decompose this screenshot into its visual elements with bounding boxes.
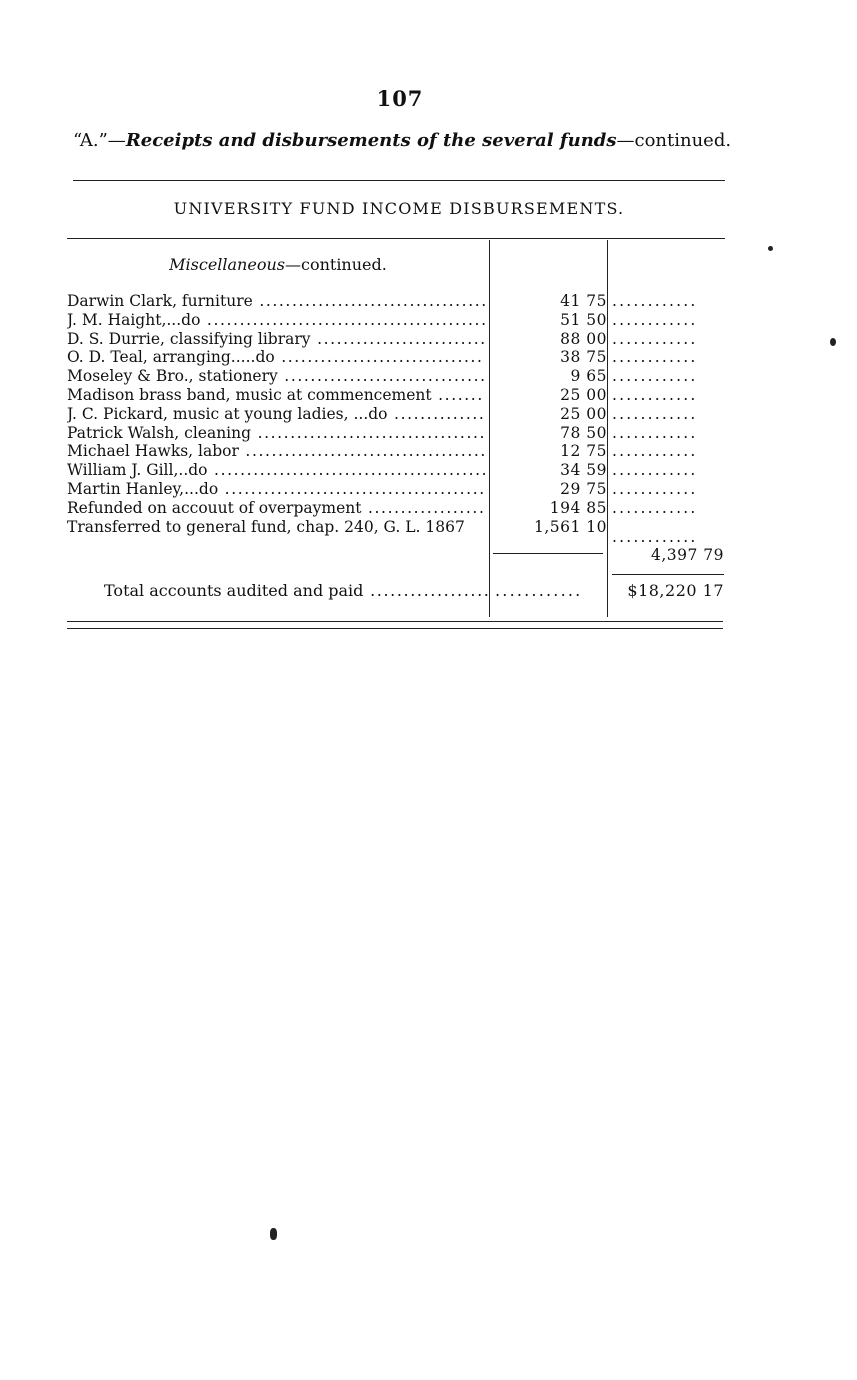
table-subheading [68,255,488,274]
top-rule [73,180,725,181]
row-total-leader: ............ [612,348,698,367]
print-speck [768,246,773,251]
bottom-rule-2 [67,628,723,629]
page-heading [73,130,733,151]
row-amount: 25 00 [560,404,607,423]
row-description: O. D. Teal, arranging.....do ..... [67,348,485,367]
row-description: D. S. Durrie, classifying library ..... [67,330,485,349]
heading-prefix: “A.”— [73,130,126,151]
bottom-rule-1 [67,621,723,622]
row-description: Martin Hanley,...do ..... [67,480,485,499]
row-total-leader: ............ [612,479,698,498]
print-speck [270,1228,277,1240]
row-amount: 25 00 [560,385,607,404]
table-row [67,480,727,499]
row-amount: 12 75 [560,442,607,461]
total-mid-leader: ............ [495,581,583,600]
table-row [67,311,727,330]
row-description: Moseley & Bro., stationery ..... [67,367,485,386]
row-description: J. C. Pickard, music at young ladies, ...do ..... [67,405,485,424]
row-amount: 78 50 [560,423,607,442]
table-row [67,386,727,405]
row-description: Darwin Clark, furniture ..... [67,292,485,311]
row-description: Patrick Walsh, cleaning ..... [67,424,485,443]
row-description: Refunded on accouut of overpayment ..... [67,499,485,518]
page-number: 107 [376,86,424,111]
heading-suffix: —continued. [616,130,732,151]
row-total-leader: ............ [612,498,698,517]
row-total-leader: ............ [612,292,698,310]
row-amount: 38 75 [560,348,607,367]
total-label: Total accounts audited and paid ..... [104,581,489,600]
row-description: Michael Hawks, labor ..... [67,442,485,461]
total-rule [612,574,724,575]
row-total-leader: ............ [612,442,698,461]
row-description: Madison brass band, music at commencement ..... [67,386,485,405]
row-total-leader: ............ [612,385,698,404]
table-row [67,367,727,386]
row-amount: 41 75 [560,292,607,310]
table-row [67,461,727,480]
section-title: UNIVERSITY FUND INCOME DISBURSEMENTS. [173,199,625,218]
row-description: Transferred to general fund, chap. 240, G. L. 1867 [67,517,465,536]
table-top-rule [67,238,725,239]
subtotal-leader: ............ [612,528,698,546]
row-description: J. M. Haight,...do ..... [67,311,485,330]
table-row [67,424,727,443]
subtotal-rule [493,553,603,554]
row-total-leader: ............ [612,461,698,480]
row-total-leader: ............ [612,329,698,348]
row-amount: 34 59 [560,461,607,480]
table-row [67,442,727,461]
row-total-leader: ............ [612,404,698,423]
row-amount: 29 75 [560,479,607,498]
disbursement-rows [67,292,727,536]
row-amount: 194 85 [549,498,607,517]
subheading-italic: Miscellaneous [169,255,285,274]
row-amount: 88 00 [560,329,607,348]
heading-italic: Receipts and disbursements of the several funds [125,130,617,151]
table-row [67,292,727,311]
subtotal-value: 4,397 79 [650,546,724,564]
subheading-suffix: —continued. [284,255,387,274]
row-total-leader: ............ [612,367,698,386]
row-total-leader: ............ [612,423,698,442]
row-total-leader: ............ [612,310,698,329]
row-description: William J. Gill,..do ..... [67,461,485,480]
table-row [67,405,727,424]
total-value: $18,220 17 [627,581,724,600]
row-amount: 9 65 [570,367,607,386]
print-speck [830,338,836,346]
row-amount: 1,561 10 [533,517,607,536]
table-row [67,330,727,349]
table-row [67,348,727,367]
row-amount: 51 50 [560,310,607,329]
table-row [67,499,727,518]
